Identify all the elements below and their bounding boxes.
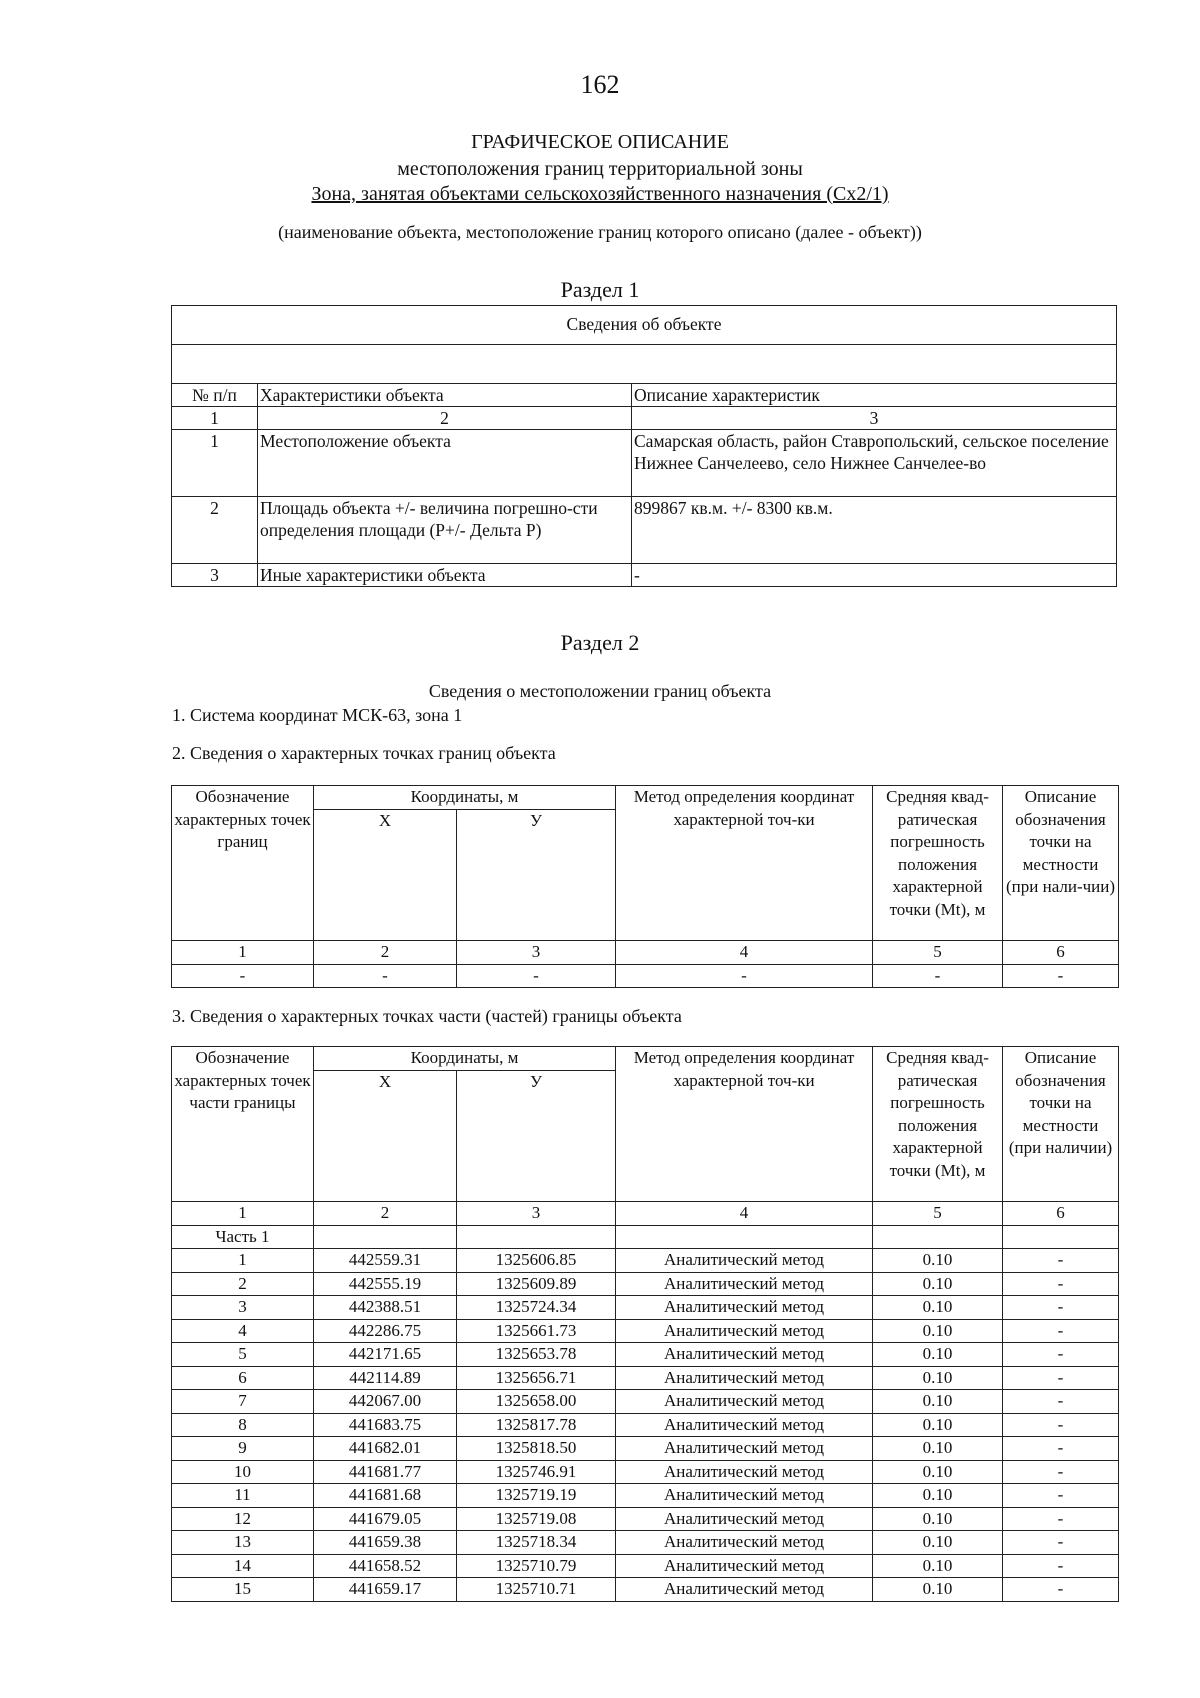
table-row xyxy=(172,430,1117,497)
index-cell: 5 xyxy=(873,941,1003,965)
method-cell: Аналитический метод xyxy=(616,1531,873,1555)
y-coordinate: 1325746.91 xyxy=(457,1460,616,1484)
header-x: Х xyxy=(314,1071,457,1202)
table-row xyxy=(172,1460,1119,1484)
y-coordinate: 1325609.89 xyxy=(457,1272,616,1296)
method-cell: Аналитический метод xyxy=(616,1390,873,1414)
error-cell: 0.10 xyxy=(873,1554,1003,1578)
y-coordinate: 1325656.71 xyxy=(457,1366,616,1390)
header-row xyxy=(172,1047,1119,1071)
point-number: 3 xyxy=(172,1296,314,1320)
point-number: 6 xyxy=(172,1366,314,1390)
header-cell: Характеристики объекта xyxy=(258,384,632,407)
x-coordinate: 441682.01 xyxy=(314,1437,457,1461)
description-cell: - xyxy=(1003,1343,1119,1367)
error-cell: 0.10 xyxy=(873,1272,1003,1296)
description-cell: - xyxy=(1003,1272,1119,1296)
description-cell: - xyxy=(1003,1507,1119,1531)
point-number: 12 xyxy=(172,1507,314,1531)
point-number: 7 xyxy=(172,1390,314,1414)
header-error: Средняя квад-ратическая погрешность положения характерной точки (Мt), м xyxy=(873,1047,1003,1202)
error-cell: 0.10 xyxy=(873,1296,1003,1320)
part-points-table xyxy=(171,1046,1119,1602)
index-cell: 2 xyxy=(314,1202,457,1226)
section1-heading: Раздел 1 xyxy=(560,277,640,302)
header-coords: Координаты, м xyxy=(314,786,616,810)
point-number: 11 xyxy=(172,1484,314,1508)
header-cell: № п/п xyxy=(172,384,258,407)
header-point: Обозначение характерных точек части границы xyxy=(172,1047,314,1202)
error-cell: 0.10 xyxy=(873,1413,1003,1437)
description-cell: - xyxy=(1003,1390,1119,1414)
header-cell: Описание характеристик xyxy=(632,384,1117,407)
table-row xyxy=(172,1366,1119,1390)
row-characteristic: Иные характеристики объекта xyxy=(258,564,632,587)
header-point: Обозначение характерных точек границ xyxy=(172,786,314,941)
table-row xyxy=(172,1554,1119,1578)
error-cell: 0.10 xyxy=(873,1437,1003,1461)
y-coordinate: 1325661.73 xyxy=(457,1319,616,1343)
part-row xyxy=(172,1225,1119,1249)
description-cell: - xyxy=(1003,1531,1119,1555)
method-cell: Аналитический метод xyxy=(616,1249,873,1273)
table-row xyxy=(172,964,1119,988)
index-cell: 5 xyxy=(873,1202,1003,1226)
y-coordinate: 1325817.78 xyxy=(457,1413,616,1437)
table-row xyxy=(172,1390,1119,1414)
index-row xyxy=(172,407,1117,430)
point-number: 1 xyxy=(172,1249,314,1273)
zone-name xyxy=(0,183,1200,206)
point-number: 9 xyxy=(172,1437,314,1461)
row-description: Самарская область, район Ставропольский, сельское поселение Нижнее Санчелеево, село Нижнее Санчелее-во xyxy=(632,430,1117,497)
index-cell: 2 xyxy=(258,407,632,430)
index-cell: 6 xyxy=(1003,941,1119,965)
header-method: Метод определения координат характерной точ-ки xyxy=(616,786,873,941)
table-row xyxy=(172,1578,1119,1602)
table-row xyxy=(172,1296,1119,1320)
method-cell: Аналитический метод xyxy=(616,1319,873,1343)
header-method: Метод определения координат характерной точ-ки xyxy=(616,1047,873,1202)
table-row xyxy=(172,1437,1119,1461)
table-row xyxy=(172,1484,1119,1508)
y-coordinate: 1325718.34 xyxy=(457,1531,616,1555)
document-title: ГРАФИЧЕСКОЕ ОПИСАНИЕ xyxy=(471,131,729,153)
index-cell: 4 xyxy=(616,1202,873,1226)
x-coordinate: 441681.77 xyxy=(314,1460,457,1484)
point-number: 14 xyxy=(172,1554,314,1578)
x-coordinate: 442114.89 xyxy=(314,1366,457,1390)
row-number: 3 xyxy=(172,564,258,587)
index-cell: 3 xyxy=(632,407,1117,430)
error-cell: 0.10 xyxy=(873,1390,1003,1414)
point-number: 5 xyxy=(172,1343,314,1367)
table-cell: - xyxy=(616,964,873,988)
description-cell: - xyxy=(1003,1413,1119,1437)
description-cell: - xyxy=(1003,1484,1119,1508)
page-number: 162 xyxy=(580,70,620,99)
x-coordinate: 441659.38 xyxy=(314,1531,457,1555)
empty-cell xyxy=(873,1225,1003,1249)
description-cell: - xyxy=(1003,1460,1119,1484)
y-coordinate: 1325818.50 xyxy=(457,1437,616,1461)
error-cell: 0.10 xyxy=(873,1343,1003,1367)
method-cell: Аналитический метод xyxy=(616,1366,873,1390)
table-row xyxy=(172,1272,1119,1296)
index-cell: 2 xyxy=(314,941,457,965)
table-cell: - xyxy=(1003,964,1119,988)
method-cell: Аналитический метод xyxy=(616,1343,873,1367)
object-info-table xyxy=(171,305,1117,587)
row-description: 899867 кв.м. +/- 8300 кв.м. xyxy=(632,497,1117,564)
x-coordinate: 441679.05 xyxy=(314,1507,457,1531)
table-row xyxy=(172,1319,1119,1343)
error-cell: 0.10 xyxy=(873,1249,1003,1273)
index-row xyxy=(172,1202,1119,1226)
header-y: У xyxy=(457,810,616,941)
object-caption: (наименование объекта, местоположение границ которого описано (далее - объект)) xyxy=(278,222,922,242)
empty-cell xyxy=(616,1225,873,1249)
empty-cell xyxy=(1003,1225,1119,1249)
header-coords: Координаты, м xyxy=(314,1047,616,1071)
zone-name-text: Зона, занятая объектами сельскохозяйственного назначения (Сх2/1) xyxy=(311,183,889,205)
method-cell: Аналитический метод xyxy=(616,1272,873,1296)
point-number: 15 xyxy=(172,1578,314,1602)
header-description: Описание обозначения точки на местности (при наличии) xyxy=(1003,1047,1119,1202)
description-cell: - xyxy=(1003,1554,1119,1578)
x-coordinate: 441658.52 xyxy=(314,1554,457,1578)
method-cell: Аналитический метод xyxy=(616,1554,873,1578)
x-coordinate: 442286.75 xyxy=(314,1319,457,1343)
header-x: Х xyxy=(314,810,457,941)
table-row xyxy=(172,1413,1119,1437)
description-cell: - xyxy=(1003,1296,1119,1320)
x-coordinate: 442388.51 xyxy=(314,1296,457,1320)
table-row xyxy=(172,1507,1119,1531)
table-row xyxy=(172,1343,1119,1367)
document-subtitle: местоположения границ территориальной зоны xyxy=(397,158,803,180)
point-number: 4 xyxy=(172,1319,314,1343)
empty-cell xyxy=(314,1225,457,1249)
y-coordinate: 1325724.34 xyxy=(457,1296,616,1320)
y-coordinate: 1325606.85 xyxy=(457,1249,616,1273)
method-cell: Аналитический метод xyxy=(616,1507,873,1531)
error-cell: 0.10 xyxy=(873,1366,1003,1390)
point-number: 8 xyxy=(172,1413,314,1437)
header-error: Средняя квад-ратическая погрешность положения характерной точки (Мt), м xyxy=(873,786,1003,941)
index-cell: 1 xyxy=(172,1202,314,1226)
empty-cell xyxy=(172,345,1117,384)
header-y: У xyxy=(457,1071,616,1202)
row-number: 2 xyxy=(172,497,258,564)
index-cell: 3 xyxy=(457,941,616,965)
point-number: 13 xyxy=(172,1531,314,1555)
row-characteristic: Местоположение объекта xyxy=(258,430,632,497)
x-coordinate: 441659.17 xyxy=(314,1578,457,1602)
x-coordinate: 441681.68 xyxy=(314,1484,457,1508)
error-cell: 0.10 xyxy=(873,1319,1003,1343)
row-characteristic: Площадь объекта +/- величина погрешно-сти определения площади (Р+/- Дельта Р) xyxy=(258,497,632,564)
y-coordinate: 1325710.79 xyxy=(457,1554,616,1578)
index-cell: 4 xyxy=(616,941,873,965)
table-cell: - xyxy=(314,964,457,988)
row-number: 1 xyxy=(172,430,258,497)
y-coordinate: 1325710.71 xyxy=(457,1578,616,1602)
table-row xyxy=(172,1249,1119,1273)
method-cell: Аналитический метод xyxy=(616,1413,873,1437)
description-cell: - xyxy=(1003,1319,1119,1343)
part-label: Часть 1 xyxy=(172,1225,314,1249)
table-row xyxy=(172,564,1117,587)
x-coordinate: 442555.19 xyxy=(314,1272,457,1296)
x-coordinate: 442559.31 xyxy=(314,1249,457,1273)
description-cell: - xyxy=(1003,1249,1119,1273)
table-cell: - xyxy=(172,964,314,988)
y-coordinate: 1325653.78 xyxy=(457,1343,616,1367)
table-cell: - xyxy=(457,964,616,988)
index-cell: 6 xyxy=(1003,1202,1119,1226)
header-row xyxy=(172,786,1119,810)
index-row xyxy=(172,941,1119,965)
y-coordinate: 1325719.19 xyxy=(457,1484,616,1508)
error-cell: 0.10 xyxy=(873,1484,1003,1508)
part-points-heading: 3. Сведения о характерных точках части (частей) границы объекта xyxy=(172,1006,682,1026)
method-cell: Аналитический метод xyxy=(616,1437,873,1461)
section2-subheading: Сведения о местоположении границ объекта xyxy=(428,681,772,701)
header-row xyxy=(172,384,1117,407)
boundary-points-heading: 2. Сведения о характерных точках границ объекта xyxy=(172,743,556,763)
table-row xyxy=(172,1531,1119,1555)
section2-heading: Раздел 2 xyxy=(560,630,640,655)
y-coordinate: 1325719.08 xyxy=(457,1507,616,1531)
error-cell: 0.10 xyxy=(873,1531,1003,1555)
index-cell: 1 xyxy=(172,407,258,430)
table-title: Сведения об объекте xyxy=(172,306,1117,345)
description-cell: - xyxy=(1003,1437,1119,1461)
method-cell: Аналитический метод xyxy=(616,1578,873,1602)
empty-cell xyxy=(457,1225,616,1249)
point-number: 2 xyxy=(172,1272,314,1296)
table-cell: - xyxy=(873,964,1003,988)
error-cell: 0.10 xyxy=(873,1578,1003,1602)
table-title-row xyxy=(172,306,1117,345)
boundary-points-table xyxy=(171,785,1119,988)
description-cell: - xyxy=(1003,1578,1119,1602)
x-coordinate: 442171.65 xyxy=(314,1343,457,1367)
y-coordinate: 1325658.00 xyxy=(457,1390,616,1414)
method-cell: Аналитический метод xyxy=(616,1460,873,1484)
row-description: - xyxy=(632,564,1117,587)
table-row xyxy=(172,497,1117,564)
spacer-row xyxy=(172,345,1117,384)
error-cell: 0.10 xyxy=(873,1507,1003,1531)
index-cell: 1 xyxy=(172,941,314,965)
x-coordinate: 442067.00 xyxy=(314,1390,457,1414)
part-points-body xyxy=(172,1249,1119,1602)
method-cell: Аналитический метод xyxy=(616,1484,873,1508)
index-cell: 3 xyxy=(457,1202,616,1226)
error-cell: 0.10 xyxy=(873,1460,1003,1484)
coordinate-system-line: 1. Система координат МСК-63, зона 1 xyxy=(172,705,463,725)
header-description: Описание обозначения точки на местности (при нали-чии) xyxy=(1003,786,1119,941)
x-coordinate: 441683.75 xyxy=(314,1413,457,1437)
method-cell: Аналитический метод xyxy=(616,1296,873,1320)
description-cell: - xyxy=(1003,1366,1119,1390)
point-number: 10 xyxy=(172,1460,314,1484)
